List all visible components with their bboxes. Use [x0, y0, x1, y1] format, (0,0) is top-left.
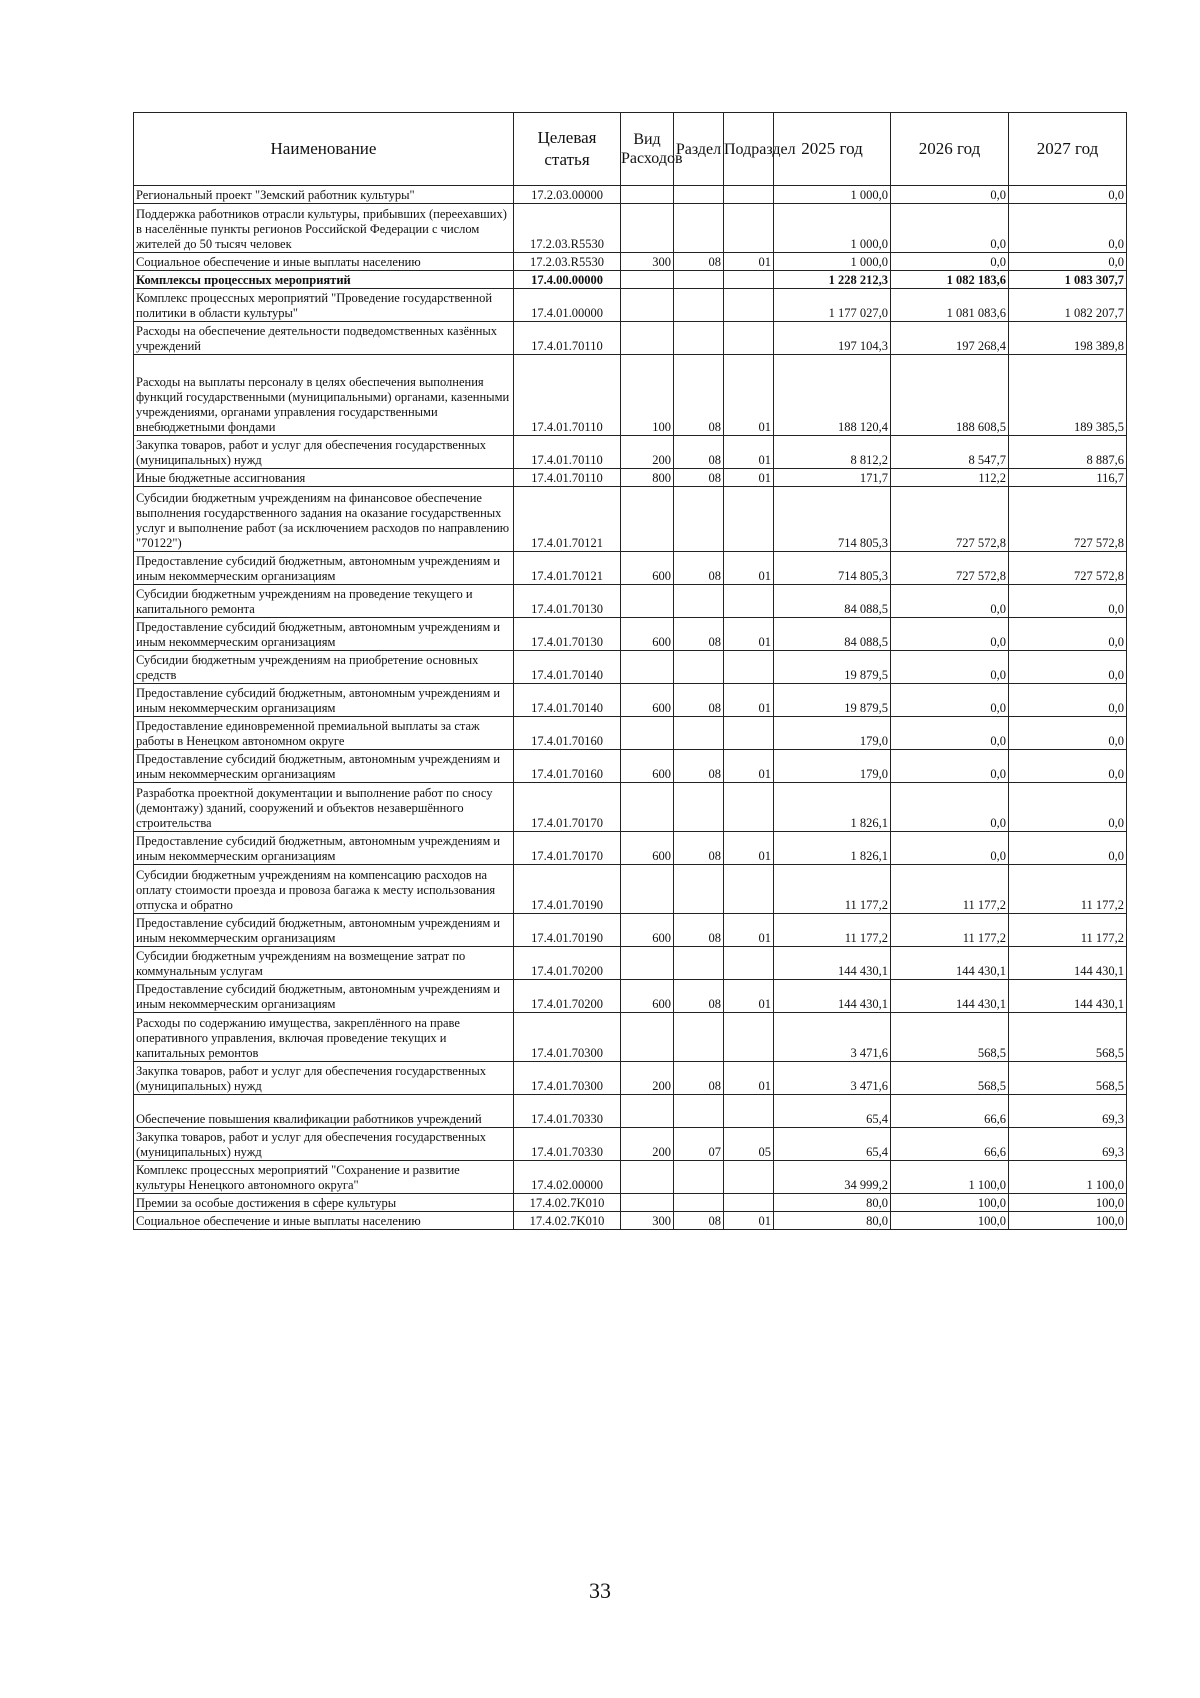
- cell-type: [621, 322, 674, 355]
- table-row: [134, 618, 1127, 651]
- cell-y2026: 0,0: [891, 783, 1009, 832]
- cell-subsection: [724, 289, 774, 322]
- cell-y2026: 8 547,7: [891, 436, 1009, 469]
- cell-y2026: 100,0: [891, 1194, 1009, 1212]
- cell-section: 08: [674, 750, 724, 783]
- cell-type: [621, 651, 674, 684]
- cell-section: [674, 487, 724, 552]
- cell-y2026: 0,0: [891, 253, 1009, 271]
- cell-subsection: 05: [724, 1128, 774, 1161]
- cell-type: [621, 271, 674, 289]
- cell-section: [674, 651, 724, 684]
- cell-article: 17.4.01.70170: [514, 832, 621, 865]
- cell-y2025: 19 879,5: [774, 684, 891, 717]
- cell-y2027: 100,0: [1009, 1212, 1127, 1230]
- cell-name: Социальное обеспечение и иные выплаты населению: [134, 1212, 514, 1230]
- cell-y2025: 3 471,6: [774, 1062, 891, 1095]
- table-row: [134, 947, 1127, 980]
- cell-article: 17.4.01.70190: [514, 914, 621, 947]
- cell-y2025: 1 826,1: [774, 832, 891, 865]
- cell-section: 08: [674, 684, 724, 717]
- cell-y2027: 0,0: [1009, 618, 1127, 651]
- cell-y2025: 1 000,0: [774, 253, 891, 271]
- cell-y2027: 0,0: [1009, 832, 1127, 865]
- cell-section: [674, 271, 724, 289]
- table-row: [134, 436, 1127, 469]
- cell-subsection: [724, 487, 774, 552]
- cell-article: 17.4.02.00000: [514, 1161, 621, 1194]
- cell-y2025: 179,0: [774, 717, 891, 750]
- header-2027: 2027 год: [1009, 113, 1127, 186]
- cell-article: 17.4.01.70200: [514, 980, 621, 1013]
- cell-subsection: [724, 651, 774, 684]
- page-number: 33: [589, 1578, 611, 1603]
- cell-article: 17.4.01.70160: [514, 717, 621, 750]
- table-row: [134, 1062, 1127, 1095]
- cell-y2026: 0,0: [891, 651, 1009, 684]
- cell-y2026: 727 572,8: [891, 552, 1009, 585]
- cell-article: 17.4.01.70300: [514, 1062, 621, 1095]
- cell-y2026: 100,0: [891, 1212, 1009, 1230]
- cell-type: 200: [621, 1128, 674, 1161]
- header-section: Раздел: [674, 113, 724, 186]
- cell-y2027: 0,0: [1009, 204, 1127, 253]
- cell-subsection: 01: [724, 750, 774, 783]
- table-row: [134, 186, 1127, 204]
- cell-type: [621, 865, 674, 914]
- cell-subsection: 01: [724, 552, 774, 585]
- cell-y2025: 1 177 027,0: [774, 289, 891, 322]
- cell-section: [674, 865, 724, 914]
- cell-section: [674, 1194, 724, 1212]
- cell-name: Разработка проектной документации и выполнение работ по сносу (демонтажу) зданий, сооружений и объектов незавершённого строительства: [134, 783, 514, 832]
- cell-type: 600: [621, 980, 674, 1013]
- cell-y2026: 1 081 083,6: [891, 289, 1009, 322]
- cell-subsection: 01: [724, 914, 774, 947]
- header-row: [134, 113, 1127, 186]
- cell-y2026: 727 572,8: [891, 487, 1009, 552]
- budget-table: [133, 112, 1127, 1230]
- cell-y2027: 144 430,1: [1009, 980, 1127, 1013]
- table-row: [134, 487, 1127, 552]
- cell-y2027: 189 385,5: [1009, 355, 1127, 436]
- cell-name: Обеспечение повышения квалификации работников учреждений: [134, 1095, 514, 1128]
- cell-type: 600: [621, 750, 674, 783]
- cell-y2027: 100,0: [1009, 1194, 1127, 1212]
- cell-y2025: 188 120,4: [774, 355, 891, 436]
- table-row: [134, 289, 1127, 322]
- header-subsection: Подраздел: [724, 113, 774, 186]
- cell-article: 17.2.03.00000: [514, 186, 621, 204]
- cell-type: 600: [621, 832, 674, 865]
- cell-section: [674, 1013, 724, 1062]
- cell-y2026: 0,0: [891, 618, 1009, 651]
- table-row: [134, 832, 1127, 865]
- cell-y2027: 0,0: [1009, 783, 1127, 832]
- cell-name: Премии за особые достижения в сфере культуры: [134, 1194, 514, 1212]
- cell-article: 17.4.01.70130: [514, 618, 621, 651]
- cell-subsection: [724, 585, 774, 618]
- cell-y2025: 84 088,5: [774, 618, 891, 651]
- cell-subsection: [724, 271, 774, 289]
- cell-name: Предоставление субсидий бюджетным, автономным учреждениям и иным некоммерческим организациям: [134, 914, 514, 947]
- table-row: [134, 750, 1127, 783]
- cell-y2026: 11 177,2: [891, 865, 1009, 914]
- cell-subsection: [724, 1161, 774, 1194]
- cell-y2025: 144 430,1: [774, 947, 891, 980]
- cell-name: Субсидии бюджетным учреждениям на финансовое обеспечение выполнения государственного задания на оказание государственных услуг и выполнение работ (за исключением расходов по направлению "70122"): [134, 487, 514, 552]
- cell-type: [621, 186, 674, 204]
- cell-y2026: 0,0: [891, 717, 1009, 750]
- cell-section: [674, 204, 724, 253]
- cell-section: 08: [674, 253, 724, 271]
- cell-y2027: 1 082 207,7: [1009, 289, 1127, 322]
- cell-name: Комплексы процессных мероприятий: [134, 271, 514, 289]
- cell-name: Комплекс процессных мероприятий "Сохранение и развитие культуры Ненецкого автономного округа": [134, 1161, 514, 1194]
- cell-name: Расходы на выплаты персоналу в целях обеспечения выполнения функций государственными (муниципальными) органами, казенными учреждениями, органами управления государственными внебюджетными фондами: [134, 355, 514, 436]
- cell-section: [674, 1095, 724, 1128]
- cell-subsection: 01: [724, 1062, 774, 1095]
- table-row: [134, 253, 1127, 271]
- cell-name: Предоставление субсидий бюджетным, автономным учреждениям и иным некоммерческим организациям: [134, 684, 514, 717]
- cell-y2026: 66,6: [891, 1128, 1009, 1161]
- cell-type: [621, 1013, 674, 1062]
- cell-name: Субсидии бюджетным учреждениям на возмещение затрат по коммунальным услугам: [134, 947, 514, 980]
- cell-name: Предоставление субсидий бюджетным, автономным учреждениям и иным некоммерческим организациям: [134, 552, 514, 585]
- cell-subsection: 01: [724, 618, 774, 651]
- cell-subsection: 01: [724, 355, 774, 436]
- table-row: [134, 1212, 1127, 1230]
- table-row: [134, 1128, 1127, 1161]
- header-2026: 2026 год: [891, 113, 1009, 186]
- cell-section: [674, 783, 724, 832]
- cell-y2026: 144 430,1: [891, 947, 1009, 980]
- cell-section: 08: [674, 832, 724, 865]
- cell-subsection: 01: [724, 980, 774, 1013]
- cell-article: 17.4.01.70170: [514, 783, 621, 832]
- cell-name: Предоставление субсидий бюджетным, автономным учреждениям и иным некоммерческим организациям: [134, 750, 514, 783]
- cell-subsection: 01: [724, 436, 774, 469]
- cell-name: Закупка товаров, работ и услуг для обеспечения государственных (муниципальных) нужд: [134, 1062, 514, 1095]
- cell-y2026: 0,0: [891, 585, 1009, 618]
- cell-article: 17.4.00.00000: [514, 271, 621, 289]
- cell-y2027: 0,0: [1009, 684, 1127, 717]
- cell-y2027: 11 177,2: [1009, 914, 1127, 947]
- cell-y2025: 84 088,5: [774, 585, 891, 618]
- cell-y2025: 11 177,2: [774, 914, 891, 947]
- cell-type: 600: [621, 914, 674, 947]
- cell-y2027: 0,0: [1009, 750, 1127, 783]
- cell-section: 08: [674, 552, 724, 585]
- cell-type: 100: [621, 355, 674, 436]
- header-article: Целевая статья: [514, 113, 621, 186]
- cell-y2025: 80,0: [774, 1194, 891, 1212]
- cell-subsection: [724, 717, 774, 750]
- table-row: [134, 980, 1127, 1013]
- cell-y2027: 568,5: [1009, 1062, 1127, 1095]
- cell-article: 17.4.01.70330: [514, 1128, 621, 1161]
- cell-article: 17.2.03.R5530: [514, 204, 621, 253]
- cell-subsection: [724, 204, 774, 253]
- cell-type: [621, 783, 674, 832]
- cell-y2027: 116,7: [1009, 469, 1127, 487]
- cell-name: Субсидии бюджетным учреждениям на проведение текущего и капитального ремонта: [134, 585, 514, 618]
- cell-y2025: 171,7: [774, 469, 891, 487]
- cell-subsection: [724, 865, 774, 914]
- cell-article: 17.4.01.70121: [514, 552, 621, 585]
- cell-y2027: 727 572,8: [1009, 552, 1127, 585]
- cell-name: Предоставление единовременной премиальной выплаты за стаж работы в Ненецком автономном округе: [134, 717, 514, 750]
- cell-y2026: 0,0: [891, 684, 1009, 717]
- cell-y2026: 0,0: [891, 186, 1009, 204]
- cell-section: 07: [674, 1128, 724, 1161]
- table-row: [134, 651, 1127, 684]
- cell-subsection: [724, 1095, 774, 1128]
- cell-subsection: 01: [724, 1212, 774, 1230]
- cell-article: 17.4.01.70160: [514, 750, 621, 783]
- cell-y2025: 197 104,3: [774, 322, 891, 355]
- cell-article: 17.4.01.70140: [514, 684, 621, 717]
- cell-y2026: 112,2: [891, 469, 1009, 487]
- cell-article: 17.4.01.70110: [514, 322, 621, 355]
- table-row: [134, 684, 1127, 717]
- cell-y2027: 0,0: [1009, 717, 1127, 750]
- cell-name: Закупка товаров, работ и услуг для обеспечения государственных (муниципальных) нужд: [134, 1128, 514, 1161]
- cell-article: 17.4.01.70130: [514, 585, 621, 618]
- cell-subsection: 01: [724, 253, 774, 271]
- cell-name: Иные бюджетные ассигнования: [134, 469, 514, 487]
- cell-article: 17.4.01.70190: [514, 865, 621, 914]
- cell-y2026: 66,6: [891, 1095, 1009, 1128]
- cell-type: [621, 204, 674, 253]
- cell-y2026: 188 608,5: [891, 355, 1009, 436]
- cell-type: [621, 1095, 674, 1128]
- cell-subsection: 01: [724, 684, 774, 717]
- cell-type: [621, 717, 674, 750]
- table-row: [134, 717, 1127, 750]
- cell-section: 08: [674, 1212, 724, 1230]
- cell-y2027: 0,0: [1009, 186, 1127, 204]
- cell-y2026: 0,0: [891, 204, 1009, 253]
- cell-y2026: 144 430,1: [891, 980, 1009, 1013]
- cell-subsection: [724, 783, 774, 832]
- cell-section: 08: [674, 436, 724, 469]
- cell-name: Предоставление субсидий бюджетным, автономным учреждениям и иным некоммерческим организациям: [134, 832, 514, 865]
- table-row: [134, 865, 1127, 914]
- cell-y2027: 0,0: [1009, 585, 1127, 618]
- table-row: [134, 783, 1127, 832]
- cell-y2025: 3 471,6: [774, 1013, 891, 1062]
- cell-subsection: [724, 1013, 774, 1062]
- cell-section: 08: [674, 914, 724, 947]
- cell-y2027: 11 177,2: [1009, 865, 1127, 914]
- cell-y2025: 714 805,3: [774, 487, 891, 552]
- cell-y2026: 1 082 183,6: [891, 271, 1009, 289]
- cell-section: [674, 322, 724, 355]
- cell-type: 600: [621, 618, 674, 651]
- cell-name: Закупка товаров, работ и услуг для обеспечения государственных (муниципальных) нужд: [134, 436, 514, 469]
- cell-name: Предоставление субсидий бюджетным, автономным учреждениям и иным некоммерческим организациям: [134, 980, 514, 1013]
- cell-y2027: 69,3: [1009, 1128, 1127, 1161]
- table-row: [134, 1194, 1127, 1212]
- table-row: [134, 322, 1127, 355]
- cell-section: 08: [674, 618, 724, 651]
- cell-type: 800: [621, 469, 674, 487]
- cell-name: Региональный проект "Земский работник культуры": [134, 186, 514, 204]
- cell-y2025: 179,0: [774, 750, 891, 783]
- cell-type: 200: [621, 436, 674, 469]
- table-row: [134, 585, 1127, 618]
- cell-article: 17.4.02.7K010: [514, 1212, 621, 1230]
- header-name: Наименование: [134, 113, 514, 186]
- cell-section: 08: [674, 355, 724, 436]
- cell-article: 17.4.01.70110: [514, 355, 621, 436]
- cell-section: 08: [674, 1062, 724, 1095]
- cell-y2025: 1 228 212,3: [774, 271, 891, 289]
- cell-section: [674, 289, 724, 322]
- cell-y2025: 65,4: [774, 1128, 891, 1161]
- header-2025: 2025 год: [774, 113, 891, 186]
- cell-y2025: 144 430,1: [774, 980, 891, 1013]
- cell-section: 08: [674, 469, 724, 487]
- cell-type: 300: [621, 1212, 674, 1230]
- cell-name: Субсидии бюджетным учреждениям на приобретение основных средств: [134, 651, 514, 684]
- table-row: [134, 552, 1127, 585]
- cell-section: [674, 585, 724, 618]
- cell-y2026: 568,5: [891, 1013, 1009, 1062]
- cell-y2027: 568,5: [1009, 1013, 1127, 1062]
- cell-section: [674, 186, 724, 204]
- cell-y2025: 1 000,0: [774, 186, 891, 204]
- cell-type: 200: [621, 1062, 674, 1095]
- cell-article: 17.4.01.70330: [514, 1095, 621, 1128]
- cell-name: Поддержка работников отрасли культуры, прибывших (переехавших) в населённые пункты регионов Российской Федерации с числом жителей до 50 тысяч человек: [134, 204, 514, 253]
- cell-type: [621, 1194, 674, 1212]
- cell-subsection: [724, 322, 774, 355]
- cell-y2027: 0,0: [1009, 651, 1127, 684]
- cell-y2027: 1 100,0: [1009, 1161, 1127, 1194]
- cell-subsection: 01: [724, 469, 774, 487]
- cell-y2027: 727 572,8: [1009, 487, 1127, 552]
- cell-type: 600: [621, 552, 674, 585]
- cell-section: 08: [674, 980, 724, 1013]
- cell-article: 17.4.01.00000: [514, 289, 621, 322]
- cell-subsection: [724, 186, 774, 204]
- cell-type: [621, 585, 674, 618]
- cell-y2026: 197 268,4: [891, 322, 1009, 355]
- cell-article: 17.4.01.70200: [514, 947, 621, 980]
- cell-type: [621, 1161, 674, 1194]
- cell-article: 17.4.02.7K010: [514, 1194, 621, 1212]
- cell-name: Комплекс процессных мероприятий "Проведение государственной политики в области культуры": [134, 289, 514, 322]
- cell-article: 17.4.01.70121: [514, 487, 621, 552]
- cell-section: [674, 717, 724, 750]
- cell-type: [621, 947, 674, 980]
- table-row: [134, 469, 1127, 487]
- cell-y2027: 69,3: [1009, 1095, 1127, 1128]
- cell-y2026: 1 100,0: [891, 1161, 1009, 1194]
- cell-y2025: 714 805,3: [774, 552, 891, 585]
- table-row: [134, 1095, 1127, 1128]
- cell-article: 17.4.01.70110: [514, 469, 621, 487]
- cell-type: [621, 289, 674, 322]
- cell-name: Предоставление субсидий бюджетным, автономным учреждениям и иным некоммерческим организациям: [134, 618, 514, 651]
- cell-subsection: [724, 947, 774, 980]
- cell-article: 17.4.01.70300: [514, 1013, 621, 1062]
- cell-y2026: 0,0: [891, 750, 1009, 783]
- table-row: [134, 355, 1127, 436]
- cell-y2027: 0,0: [1009, 253, 1127, 271]
- table-body: [134, 186, 1127, 1230]
- cell-article: 17.4.01.70140: [514, 651, 621, 684]
- cell-name: Расходы на обеспечение деятельности подведомственных казённых учреждений: [134, 322, 514, 355]
- cell-y2026: 0,0: [891, 832, 1009, 865]
- cell-name: Расходы по содержанию имущества, закреплённого на праве оперативного управления, включая проведение текущих и капитальных ремонтов: [134, 1013, 514, 1062]
- cell-y2027: 1 083 307,7: [1009, 271, 1127, 289]
- cell-y2025: 8 812,2: [774, 436, 891, 469]
- cell-type: 600: [621, 684, 674, 717]
- cell-y2026: 568,5: [891, 1062, 1009, 1095]
- table-row: [134, 271, 1127, 289]
- cell-y2025: 34 999,2: [774, 1161, 891, 1194]
- table-row: [134, 204, 1127, 253]
- cell-y2025: 80,0: [774, 1212, 891, 1230]
- cell-type: 300: [621, 253, 674, 271]
- table-row: [134, 1161, 1127, 1194]
- cell-y2027: 144 430,1: [1009, 947, 1127, 980]
- cell-subsection: 01: [724, 832, 774, 865]
- cell-article: 17.2.03.R5530: [514, 253, 621, 271]
- cell-y2026: 11 177,2: [891, 914, 1009, 947]
- cell-name: Субсидии бюджетным учреждениям на компенсацию расходов на оплату стоимости проезда и провоза багажа к месту использования отпуска и обратно: [134, 865, 514, 914]
- cell-section: [674, 1161, 724, 1194]
- cell-y2027: 198 389,8: [1009, 322, 1127, 355]
- header-type: Вид Расходов: [621, 113, 674, 186]
- cell-y2025: 11 177,2: [774, 865, 891, 914]
- cell-y2025: 1 000,0: [774, 204, 891, 253]
- cell-article: 17.4.01.70110: [514, 436, 621, 469]
- table-row: [134, 914, 1127, 947]
- cell-section: [674, 947, 724, 980]
- cell-y2025: 1 826,1: [774, 783, 891, 832]
- cell-y2025: 65,4: [774, 1095, 891, 1128]
- cell-y2027: 8 887,6: [1009, 436, 1127, 469]
- cell-name: Социальное обеспечение и иные выплаты населению: [134, 253, 514, 271]
- cell-y2025: 19 879,5: [774, 651, 891, 684]
- table-row: [134, 1013, 1127, 1062]
- cell-subsection: [724, 1194, 774, 1212]
- cell-type: [621, 487, 674, 552]
